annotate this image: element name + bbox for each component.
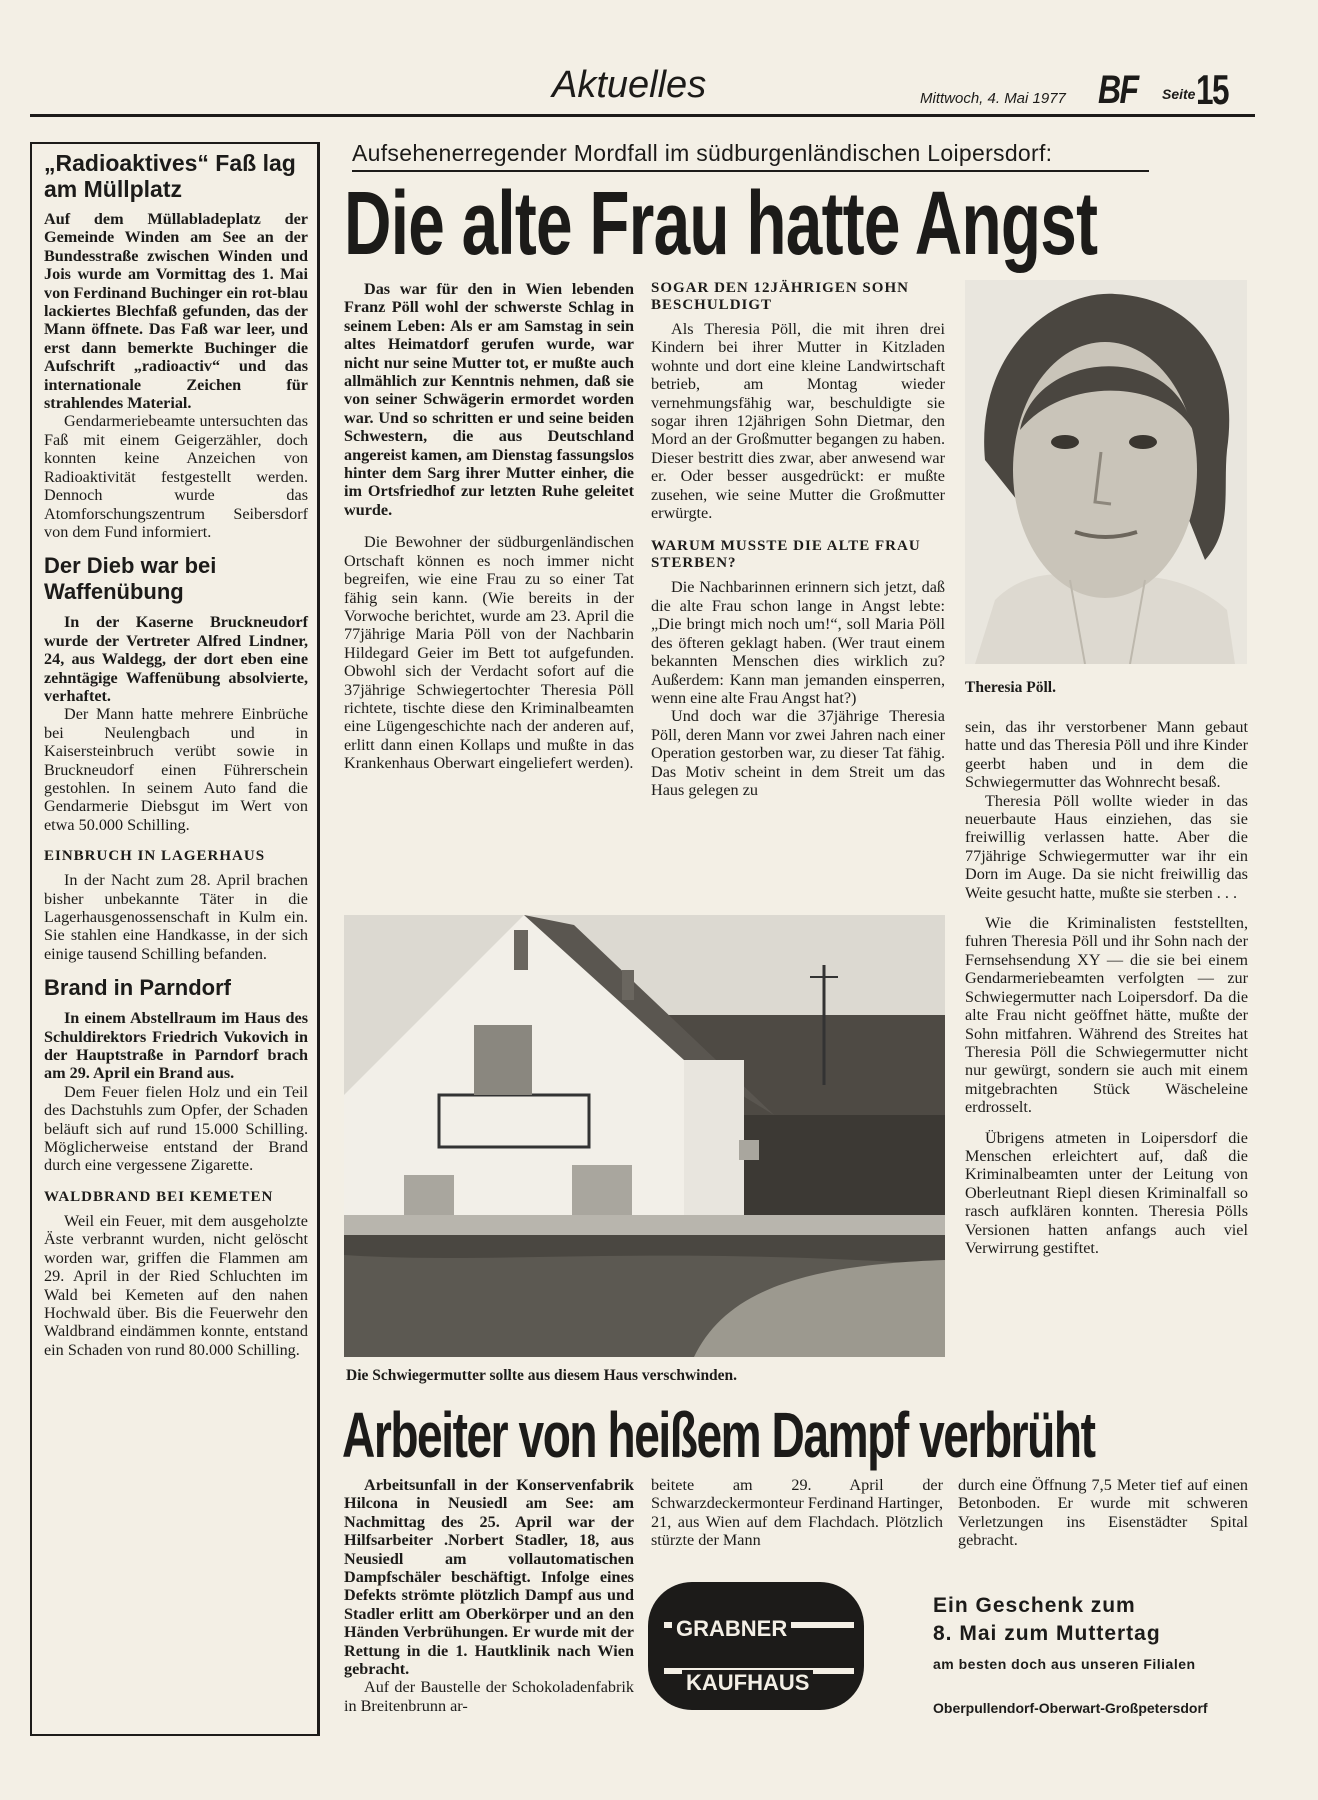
portrait-photo xyxy=(965,280,1247,664)
kicker-underline xyxy=(352,170,1149,172)
headline-burglary: EINBRUCH IN LAGERHAUS xyxy=(44,848,266,865)
ad-line-4: Oberpullendorf-Oberwart-Großpetersdorf xyxy=(933,1700,1208,1716)
sidebar-top-rule xyxy=(30,142,320,144)
issue-date: Mittwoch, 4. Mai 1977 xyxy=(920,90,1066,107)
body-forest-fire: Weil ein Feuer, mit dem ausgeholzte Äste verbrannt wurden, nicht gelöscht worden war, griffen die Flammen am 29. April in der Ried Schluchten im Wald bei Kemeten auf den nahen Hochwald über. Bis die Feuerwehr den Waldbrand eindämmen konnte, entstand ein Schaden von rund 80.000 Schilling. xyxy=(44,1211,308,1359)
subhead-why: WARUM MUSSTE DIE ALTE FRAU STERBEN? xyxy=(651,538,921,572)
headline-thief: Der Dieb war bei Waffenübung xyxy=(44,553,217,605)
section-title: Aktuelles xyxy=(552,64,707,106)
page-number: 15 xyxy=(1196,66,1229,113)
main-col3-p2: Theresia Pöll wollte wieder in das neuerbaute Haus einziehen, das sie freiwillig verlassen hatte. Aber die 77jährige Schwiegermutter war ihr ein Dorn im Auge. Da sie nicht freiwillig das Weite gesucht hatte, mußte sie sterben . . . xyxy=(965,791,1248,902)
second-col1-body: Auf der Baustelle der Schokoladenfabrik in Breitenbrunn ar- xyxy=(344,1678,634,1715)
lead-fire: In einem Abstellraum im Haus des Schuldirektors Friedrich Vukovich in der Hauptstraße in Parndorf brach am 29. April ein Brand aus. xyxy=(44,1009,308,1083)
article-forest-fire xyxy=(44,1189,308,1359)
subhead-son: SOGAR DEN 12JÄHRIGEN SOHN BESCHULDIGT xyxy=(651,280,909,313)
main-col1-body: Die Bewohner der südburgenländischen Ortschaft können es noch immer nicht begreifen, wie eine Frau zu so einer Tat fähig sein kann. (Wie bereits in der Vorwoche berichtet, wurde am 23. April die 77jährige Maria Pöll von der Nachbarin Hildegard Geier im Bett tot aufgefunden. Obwohl sich der Verdacht sofort auf die 37jährige Schwiegertochter Theresia Pöll richtete, tischte diese den Kriminalbeamten eine Lügengeschichte nach der anderen auf, erlitt dann einen Kollaps und mußte in das Krankenhaus Oberwart eingeliefert werden). xyxy=(344,533,634,773)
main-headline: Die alte Frau hatte Angst xyxy=(344,174,1098,274)
house-caption: Die Schwiegermutter sollte aus diesem Haus verschwinden. xyxy=(346,1367,738,1384)
main-col2-p1: Als Theresia Pöll, die mit ihren drei Kindern bei ihrer Mutter in Kitzladen wohnte und dort eine kleine Landwirtschaft betrieb, am Montag wieder vernehmungsfähig war, beschuldigte sie sogar ihren 12jährigen Sohn Dietmar, den Mord an der Großmutter begangen zu haben. Dieser bestritt dies zwar, aber anwesend war er. Oder besser ausgedrückt: er mußte zusehen, wie seine Mutter die Großmutter erwürgte. xyxy=(651,320,945,523)
grabner-logo xyxy=(648,1582,864,1710)
body-radioactive: Gendarmeriebeamte untersuchten das Faß mit einem Geigerzähler, doch konnten keine Anzeichen von Radioaktivität festgestellt werden. Dennoch wurde das Atomforschungszentrum Seibersdorf von dem Fund informiert. xyxy=(44,412,308,541)
main-lead: Das war für den in Wien lebenden Franz Pöll wohl der schwerste Schlag in seinem Leben: Als er am Samstag in sein altes Heimatdorf gerufen wurde, war nicht nur seine Mutter tot, er mußte auch allmählich zur Kenntnis nehmen, daß sie von seiner Schwägerin ermordet worden war. Und so schritten er und seine beiden Schwestern, die aus Deutschland angereist kamen, am Dienstag fassungslos hinter dem Sarg ihrer Mutter einher, die im Ortsfriedhof zur letzten Ruhe geleitet wurde. xyxy=(344,280,634,519)
second-col-3 xyxy=(958,1476,1248,1550)
second-col2: beitete am 29. April der Schwarzdeckermonteur Ferdinand Hartinger, 21, aus Wien auf dem Flachdach. Plötzlich stürzte der Mann xyxy=(651,1476,943,1550)
grabner-logo-top: GRABNER xyxy=(672,1616,791,1642)
house-photo xyxy=(344,915,945,1357)
main-col-1 xyxy=(344,280,634,773)
ad-line-2: 8. Mai zum Muttertag xyxy=(933,1622,1161,1645)
grabner-logo-bottom: KAUFHAUS xyxy=(682,1670,813,1696)
second-col-1 xyxy=(344,1476,634,1715)
ad-line-1: Ein Geschenk zum xyxy=(933,1594,1136,1617)
body-thief: Der Mann hatte mehrere Einbrüche bei Neulengbach und in Kaisersteinbruch verübt sowie in Bruckneudorf einen Führerschein gestohlen. In seinem Auto fand die Gendarmerie Diebsgut im Wert von etwa 50.000 Schilling. xyxy=(44,705,308,834)
page-label: Seite xyxy=(1162,86,1196,102)
article-radioactive xyxy=(44,150,308,541)
main-col2-p2: Die Nachbarinnen erinnern sich jetzt, daß die alte Frau schon lange in Angst lebte: „Die bringt mich noch um!“, soll Maria Pöll des öfteren geklagt haben. (Wer traut einem bekannten Menschen dies wirklich zu? Außerdem: Kann man jemanden einsperren, wenn eine alte Frau Angst hat?) xyxy=(651,578,945,707)
main-col3-p3: Wie die Kriminalisten feststellten, fuhren Theresia Pöll und ihr Sohn nach der Fernsehsendung XY — die sie bei einem Gendarmeriebeamten verfolgten — zur Schwiegermutter nach Loipersdorf. Da die alte Frau nicht geöffnet hätte, mußte der Sohn mitfahren. Während des Streites hat Theresia Pöll die Schwiegermutter nicht nur gewürgt, sondern sie auch mit einem mitgebrachten Stück Wäscheleine erdrosselt. xyxy=(965,914,1248,1117)
ad-line-3: am besten doch aus unseren Filialen xyxy=(933,1656,1196,1672)
headline-forest-fire: WALDBRAND BEI KEMETEN xyxy=(44,1188,274,1205)
article-thief xyxy=(44,553,308,834)
body-burglary: In der Nacht zum 28. April brachen bisher unbekannte Täter in die Lagerhausgenossenschaft in Kulm ein. Sie stahlen eine Handkasse, in der sich einige tausend Schilling befanden. xyxy=(44,871,308,963)
second-lead: Arbeitsunfall in der Konservenfabrik Hilcona in Neusiedl am See: am Nachmittag des 25. April war der Hilfsarbeiter .Norbert Stadler, 18, aus Neusiedl am vollautomatischen Dampfschäler beschäftigt. Infolge eines Defekts strömte plötzlich Dampf aus und Stadler erlitt am Oberkörper und an den Händen Verbrühungen. Er wurde mit der Rettung in die 1. Hautklinik nach Wien gebracht. xyxy=(344,1476,634,1679)
second-col-2 xyxy=(651,1476,943,1550)
portrait-caption: Theresia Pöll. xyxy=(965,679,1056,696)
second-col3: durch eine Öffnung 7,5 Meter tief auf einen Betonboden. Er wurde mit schweren Verletzungen ins Eisenstädter Spital gebracht. xyxy=(958,1476,1248,1550)
main-col-2 xyxy=(651,280,945,799)
newspaper-logo: BF xyxy=(1098,68,1138,112)
main-col3-p4: Übrigens atmeten in Loipersdorf die Menschen erleichtert auf, daß die Kriminalbeamten unter der Leitung von Oberleutnant Riepl diesen Kriminalfall so rasch aufklären konnten. Theresia Pölls Versionen hatten anfangs auch viel Verwirrung gestiftet. xyxy=(965,1128,1248,1257)
second-headline: Arbeiter von heißem Dampf verbrüht xyxy=(342,1399,1095,1471)
main-col3-p1: sein, das ihr verstorbener Mann gebaut hatte und das Theresia Pöll und ihre Kinder geerbt haben und in dem die Schwiegermutter das Wohnrecht besaß. xyxy=(965,718,1248,792)
lead-radioactive: Auf dem Müllabladeplatz der Gemeinde Winden am See an der Bundesstraße zwischen Winden und Jois wurde am Vormittag des 1. Mai von Ferdinand Buchinger ein rot-blau lackiertes Blechfaß gefunden, das der Mann öffnete. Das Faß war leer, und erst dann bemerkte Buchinger die Aufschrift „radioactiv“ und das internationale Zeichen für strahlendes Material. xyxy=(44,210,308,413)
article-fire xyxy=(44,975,308,1175)
main-col-3 xyxy=(965,718,1248,1257)
header-rule xyxy=(30,114,1255,117)
headline-radioactive: „Radioaktives“ Faß lag am Müllplatz xyxy=(44,150,296,202)
article-burglary xyxy=(44,848,308,963)
main-col2-p3: Und doch war die 37jährige Theresia Pöll, deren Mann vor zwei Jahren nach einer Operation gestorben war, zu dieser Tat fähig. Das Motiv scheint in dem Streit um das Haus gelegen zu xyxy=(651,707,945,799)
lead-thief: In der Kaserne Bruckneudorf wurde der Vertreter Alfred Lindner, 24, aus Waldegg, der dort eben eine zehntägige Waffenübung absolvierte, verhaftet. xyxy=(44,613,308,705)
sidebar-column xyxy=(44,148,308,1359)
headline-fire: Brand in Parndorf xyxy=(44,975,232,1001)
body-fire: Dem Feuer fielen Holz und ein Teil des Dachstuhls zum Opfer, der Schaden beläuft sich auf rund 15.000 Schilling. Möglicherweise entstand der Brand durch eine vergessene Zigarette. xyxy=(44,1082,308,1175)
kicker: Aufsehenerregender Mordfall im südburgenländischen Loipersdorf: xyxy=(352,140,1053,166)
